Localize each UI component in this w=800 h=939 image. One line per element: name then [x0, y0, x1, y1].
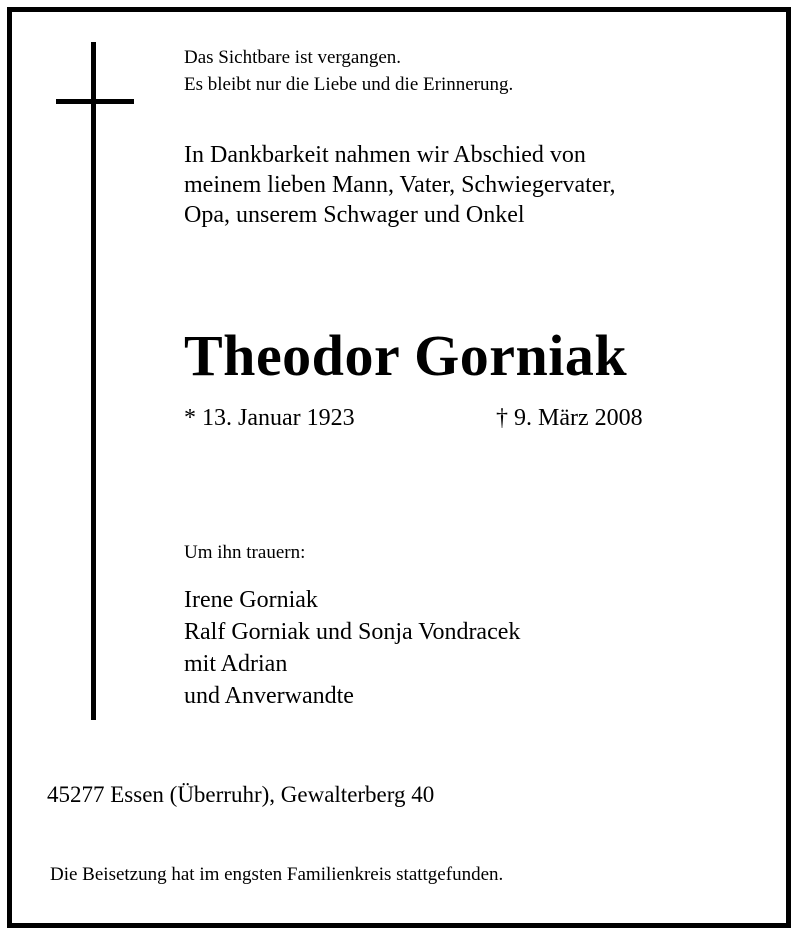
burial-note: Die Beisetzung hat im engsten Familienkreis stattgefunden.	[50, 864, 504, 885]
deceased-name: Theodor Gorniak	[184, 323, 628, 388]
mourner-item: Ralf Gorniak und Sonja Vondracek	[184, 619, 521, 645]
mourner-item: mit Adrian	[184, 651, 288, 677]
motto-line: Das Sichtbare ist vergangen.	[184, 47, 402, 68]
birth-date: * 13. Januar 1923	[184, 405, 355, 431]
mourners-list	[184, 584, 520, 712]
mourner-item: und Anverwandte	[184, 683, 354, 709]
motto	[184, 44, 513, 98]
mourners-label: Um ihn trauern:	[184, 542, 306, 563]
death-date: † 9. März 2008	[496, 405, 643, 431]
intro-text	[184, 140, 615, 230]
intro-line: In Dankbarkeit nahmen wir Abschied von	[184, 142, 586, 168]
intro-line: Opa, unserem Schwager und Onkel	[184, 202, 525, 228]
mourner-item: Irene Gorniak	[184, 587, 318, 613]
cross-horizontal-bar	[56, 99, 134, 104]
address: 45277 Essen (Überruhr), Gewalterberg 40	[47, 782, 435, 807]
motto-line: Es bleibt nur die Liebe und die Erinnerung.	[184, 74, 514, 95]
intro-line: meinem lieben Mann, Vater, Schwiegervater,	[184, 172, 616, 198]
cross-vertical-bar	[91, 42, 96, 720]
